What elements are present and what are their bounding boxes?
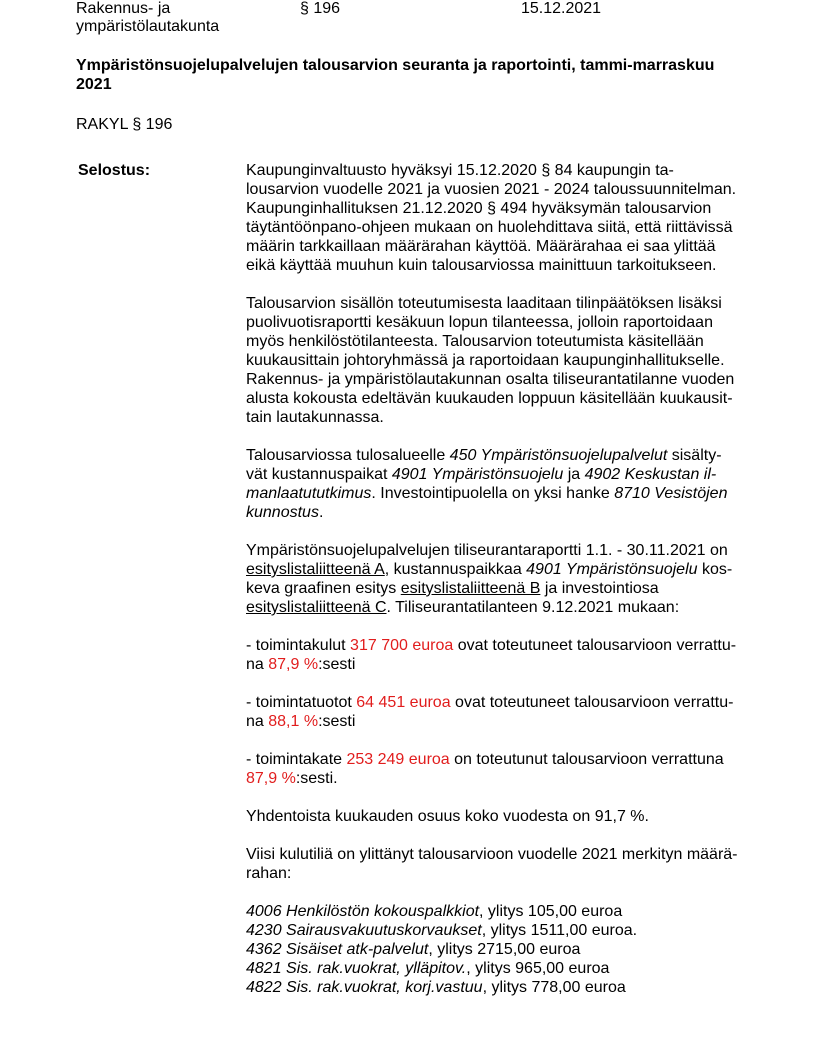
paragraph-1 <box>246 161 746 275</box>
text-run: - toimintatuotot <box>246 694 357 711</box>
text-run: - toimintakulut <box>246 637 351 654</box>
text-line: alusta kokousta edeltävän kuukauden loppuun käsitellään kuukausit- <box>246 390 733 407</box>
text-line: Talousarvion sisällön toteutumisesta laaditaan tilinpäätöksen lisäksi <box>246 295 722 312</box>
text-line <box>246 579 746 598</box>
text-line: rahan: <box>246 865 292 882</box>
text-run: . <box>318 504 324 521</box>
paragraph-3 <box>246 446 746 522</box>
text-run: kos- <box>697 561 733 578</box>
account-name: 4006 Henkilöstön kokouspalkkiot <box>246 903 480 920</box>
text-run: na <box>246 656 269 673</box>
text-run: ja <box>563 466 585 483</box>
list-item <box>246 940 746 959</box>
paragraph-5: Yhdentoista kuukauden osuus koko vuodesta on 91,7 %. <box>246 808 649 825</box>
text-run: on toteutunut talousarvioon verrattuna <box>449 751 724 768</box>
text-line: Kaupunginvaltuusto hyväksyi 15.12.2020 § 84 kaupungin ta- <box>246 162 674 179</box>
text-line <box>246 693 746 712</box>
highlight-amount: 253 249 euroa <box>346 751 450 768</box>
text-line <box>246 598 746 617</box>
text-run: ovat toteutuneet talousarvioon verrattu- <box>453 637 737 654</box>
overrun-list <box>246 902 746 997</box>
text-line <box>246 484 746 503</box>
text-run: keva graafinen esitys <box>246 580 401 597</box>
list-item <box>246 959 746 978</box>
text-run: :sesti <box>318 656 356 673</box>
text-line: täytäntöönpano-ohjeen mukaan on huolehdittava siitä, että riittävissä <box>246 219 733 236</box>
account-name: 4822 Sis. rak.vuokrat, korj.vastuu <box>246 979 483 996</box>
text-line <box>246 465 746 484</box>
overrun-amount: , ylitys 2715,00 euroa <box>428 941 581 958</box>
bullet-operating-income <box>246 693 746 731</box>
text-run: - toimintakate <box>246 751 347 768</box>
text-run: Talousarviossa tulosalueelle <box>246 447 450 464</box>
text-line <box>246 560 746 579</box>
text-line: kuukausittain johtoryhmässä ja raportoidaan kaupunginhallitukselle. <box>246 352 725 369</box>
text-line: Kaupunginhallituksen 21.12.2020 § 494 hyväksymän talousarvion <box>246 200 712 217</box>
section-label: Selostus: <box>78 162 151 179</box>
title-line-2: 2021 <box>76 76 112 93</box>
meeting-date: 15.12.2021 <box>521 0 602 17</box>
highlight-amount: 317 700 euroa <box>350 637 454 654</box>
text-line: Rakennus- ja ympäristölautakunnan osalta tiliseurantatilanne vuoden <box>246 371 735 388</box>
bullet-operating-costs <box>246 636 746 674</box>
text-run: sisälty- <box>667 447 722 464</box>
paragraph-6 <box>246 845 746 883</box>
list-item <box>246 902 746 921</box>
committee-line-1: Rakennus- ja <box>76 0 171 17</box>
highlight-amount: 64 451 euroa <box>356 694 451 711</box>
text-run: ja investointiosa <box>540 580 659 597</box>
section-number: § 196 <box>300 0 341 17</box>
overrun-amount: , ylitys 1511,00 euroa. <box>481 922 638 939</box>
reference: RAKYL § 196 <box>76 116 173 133</box>
text-line <box>246 636 746 655</box>
title-line-1: Ympäristönsuojelupalvelujen talousarvion seuranta ja raportointi, tammi-marraskuu <box>76 57 715 74</box>
text-line: määrin tarkkaillaan määrärahan käyttöä. Määrärahaa ei saa ylittää <box>246 238 716 255</box>
text-line: eikä käyttää muuhun kuin talousarviossa mainittuun tarkoitukseen. <box>246 257 717 274</box>
text-line <box>246 503 746 522</box>
page-title <box>76 56 756 94</box>
text-run: . Investointipuolella on yksi hanke <box>371 485 615 502</box>
attachment-b-link[interactable]: esityslistaliitteenä B <box>400 580 541 597</box>
document-body <box>246 161 746 997</box>
result-area-name: 450 Ympäristönsuojelupalvelut <box>449 447 668 464</box>
text-line: tain lautakunnassa. <box>246 409 384 426</box>
text-run: vät kustannuspaikat <box>246 466 392 483</box>
list-item <box>246 921 746 940</box>
overrun-amount: , ylitys 965,00 euroa <box>466 960 610 977</box>
text-run: ovat toteutuneet talousarvioon verrattu- <box>450 694 734 711</box>
committee-line-2: ympäristölautakunta <box>76 18 220 35</box>
text-run: , kustannuspaikkaa <box>384 561 527 578</box>
attachment-a-link[interactable]: esityslistaliitteenä A <box>246 561 385 578</box>
text-line <box>246 655 746 674</box>
text-line: Viisi kulutiliä on ylittänyt talousarvioon vuodelle 2021 merkityn määrä- <box>246 846 738 863</box>
account-name: 4362 Sisäiset atk-palvelut <box>246 941 429 958</box>
text-line: puolivuotisraportti kesäkuun lopun tilanteessa, jolloin raportoidaan <box>246 314 713 331</box>
text-run: :sesti. <box>295 770 338 787</box>
list-item <box>246 978 746 997</box>
text-line <box>246 712 746 731</box>
overrun-amount: , ylitys 105,00 euroa <box>479 903 623 920</box>
account-name: 4821 Sis. rak.vuokrat, ylläpitov. <box>246 960 467 977</box>
paragraph-4 <box>246 541 746 617</box>
highlight-percent: 87,9 % <box>268 656 319 673</box>
project-8710-cont: kunnostus <box>246 504 319 521</box>
project-8710: 8710 Vesistöjen <box>614 485 728 502</box>
bullet-operating-margin <box>246 750 746 788</box>
cost-center-4901: 4901 Ympäristönsuojelu <box>391 466 564 483</box>
overrun-amount: , ylitys 778,00 euroa <box>482 979 626 996</box>
attachment-c-link[interactable]: esityslistaliitteenä C <box>246 599 387 616</box>
text-run: na <box>246 713 269 730</box>
text-run: :sesti <box>318 713 356 730</box>
text-line <box>246 750 746 769</box>
text-line: Ympäristönsuojelupalvelujen tiliseurantaraportti 1.1. - 30.11.2021 on <box>246 542 728 559</box>
text-line: lousarvion vuodelle 2021 ja vuosien 2021 - 2024 taloussuunnitelman. <box>246 181 737 198</box>
text-line <box>246 446 746 465</box>
highlight-percent: 87,9 % <box>246 770 296 787</box>
text-line: myös henkilöstötilanteesta. Talousarvion toteutumista käsitellään <box>246 333 704 350</box>
committee-name <box>76 0 219 36</box>
text-line <box>246 769 746 788</box>
highlight-percent: 88,1 % <box>268 713 319 730</box>
cost-center-4902-cont: manlaatututkimus <box>246 485 372 502</box>
account-name: 4230 Sairausvakuutuskorvaukset <box>246 922 482 939</box>
cost-center-4902: 4902 Keskustan il- <box>584 466 717 483</box>
paragraph-2 <box>246 294 746 427</box>
text-run: . Tiliseurantatilanteen 9.12.2021 mukaan: <box>386 599 680 616</box>
cost-center-4901: 4901 Ympäristönsuojelu <box>526 561 698 578</box>
